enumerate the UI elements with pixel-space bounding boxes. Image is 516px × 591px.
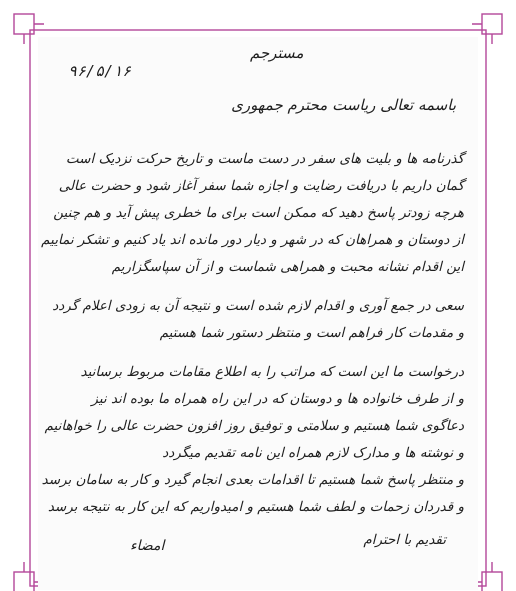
corner-ornament-bottom-left: [14, 572, 34, 591]
signature: امضاء: [130, 538, 165, 554]
corner-ornament-top-right: [482, 14, 502, 34]
letter-date: ۹۶/۵/۱۶: [68, 62, 132, 80]
letter-line: و نوشته ها و مدارک لازم همراه این نامه تقدیم میگردد: [162, 445, 464, 461]
letter-salutation: باسمه تعالی ریاست محترم جمهوری: [231, 96, 456, 114]
corner-ornament-bottom-right: [482, 572, 502, 591]
letter-line: و مقدمات کار فراهم است و منتظر دستور شما هستیم: [159, 325, 464, 341]
letter-line: دعاگوی شما هستیم و سلامتی و توفیق روز افزون حضرت عالی را خواهانیم: [44, 418, 464, 434]
letter-line: از دوستان و همراهان که در شهر و دیار دور مانده اند یاد کنیم و تشکر نماییم: [41, 232, 464, 248]
letter-line: سعی در جمع آوری و اقدام لازم شده است و نتیجه آن به زودی اعلام گردد: [52, 298, 464, 314]
letter-line: و از طرف خانواده ها و دوستان که در این راه همراه ما بوده اند نیز: [91, 391, 464, 407]
letter-line: گذرنامه ها و بلیت های سفر در دست ماست و تاریخ حرکت نزدیک است: [65, 151, 464, 167]
corner-ornament-top-left: [14, 14, 34, 34]
letter-line: این اقدام نشانه محبت و همراهی شماست و از آن سپاسگزاریم: [111, 259, 464, 275]
letter-closing: تقدیم با احترام: [363, 532, 446, 548]
letter-line: هرچه زودتر پاسخ دهید که ممکن است برای ما خطری پیش آید و هم چنین: [53, 205, 464, 221]
letter-line: و قدردان زحمات و لطف شما هستیم و امیدواریم که این کار به نتیجه برسد: [47, 499, 464, 515]
letter-line: درخواست ما این است که مراتب را به اطلاع مقامات مربوط برسانید: [80, 364, 464, 380]
letter-heading: مسترجم: [250, 44, 304, 62]
letter-line: گمان داریم با دریافت رضایت و اجازه شما سفر آغاز شود و حضرت عالی: [58, 178, 464, 194]
letter-line: و منتظر پاسخ شما هستیم تا اقدامات بعدی انجام گیرد و کار به سامان برسد: [41, 472, 464, 488]
